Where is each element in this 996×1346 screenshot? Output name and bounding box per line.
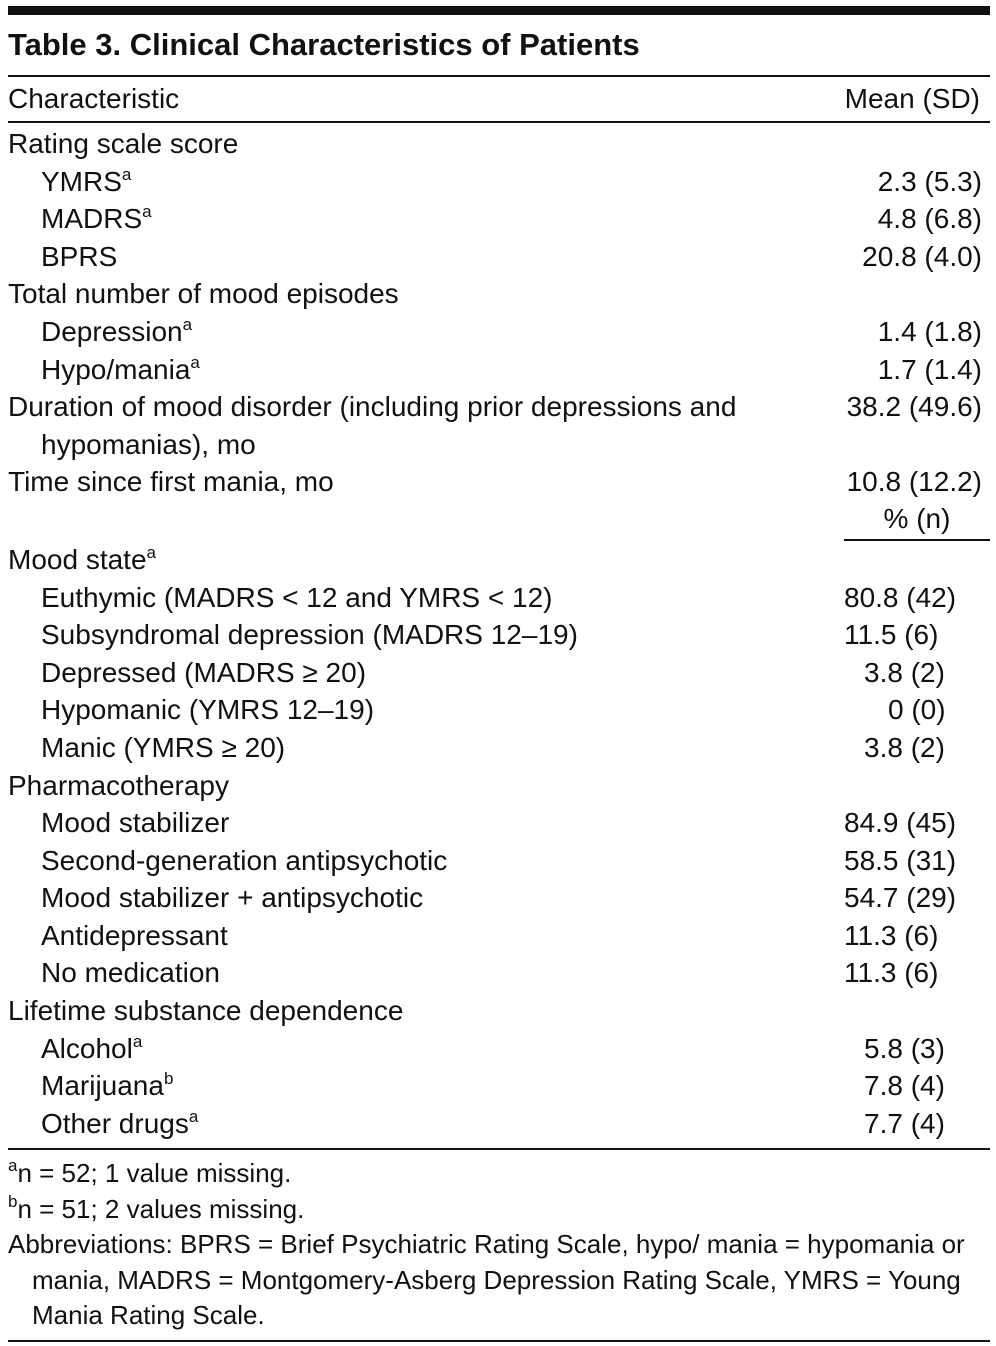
row-value: 1.4 (1.8) [877,315,982,347]
table-title: Table 3. Clinical Characteristics of Patients [8,27,640,62]
row-label: BPRS [41,240,118,272]
table-row [8,616,990,654]
footnote-mark: a [188,1106,199,1126]
row-value: 1.7 (1.4) [877,353,982,385]
table-row [8,351,990,389]
row-label: Hypomanic (YMRS 12–19) [41,694,375,726]
row-label: Antidepressant [41,919,228,951]
table-row [8,767,990,805]
footnote-mark: a [132,1031,143,1051]
row-value: 10.8 (12.2) [846,466,982,498]
row-label: MADRS$^a$ [41,202,152,235]
row-label: Mood stabilizer + antipsychotic [41,882,424,914]
row-label: No medication [41,957,220,989]
pct-header-row [8,501,990,541]
row-label: Duration of mood disorder (including prior depressions and hypomanias), mo [8,391,737,460]
row-label: Mood stabilizer [41,807,230,839]
row-label: Time since first mania, mo [8,466,334,498]
row-value: 11.3 (6) [844,919,939,951]
row-label: Second-generation antipsychotic [41,844,448,876]
footnote-b: $^b$n = 51; 2 values missing. [8,1191,305,1224]
footnote-mark: a [121,164,132,184]
footnote-a: $^a$n = 52; 1 value missing. [8,1156,292,1189]
table-row [8,1067,990,1105]
row-label: Hypo/mania$^a$ [41,352,200,385]
row-label: Manic (YMRS ≥ 20) [41,731,286,763]
footnote-mark: a [190,352,200,372]
table-row [8,842,990,880]
table-row [8,163,990,201]
top-thick-rule [8,6,990,15]
row-label: Subsyndromal depression (MADRS 12–19) [41,619,578,651]
table-row [8,388,990,463]
table-row [8,200,990,238]
pct-section [8,541,990,1143]
row-label: Total number of mood episodes [8,278,399,310]
footnote-mark: a [146,542,156,562]
row-label: Pharmacotherapy [8,769,230,801]
row-value: 84.9 (45) [844,807,957,839]
table-row [8,1030,990,1068]
row-value: 11.5 (6) [844,619,939,651]
row-label: Depression$^a$ [41,314,193,347]
row-label: Rating scale score [8,128,239,159]
mean-sd-header: Mean (SD) [844,83,980,114]
footnote-mark: a [182,314,193,334]
row-value: 3.8 (2) [864,731,945,763]
footnotes [8,1150,990,1334]
row-value: 4.8 (6.8) [877,203,982,235]
row-label: Euthymic (MADRS < 12 and YMRS < 12) [41,581,553,613]
table-row [8,541,990,579]
row-value: 20.8 (4.0) [862,240,982,272]
footnote-mark: a [142,202,152,222]
row-value: 5.8 (3) [864,1032,945,1064]
table-row [8,1105,990,1143]
bottom-rule [8,1340,990,1342]
row-value: 80.8 (42) [844,581,957,613]
row-label: Alcohol$^a$ [41,1031,143,1064]
column-header-row [8,77,990,121]
table-row [8,917,990,955]
row-value: 54.7 (29) [844,882,957,914]
row-value: 7.8 (4) [864,1070,945,1102]
mean-section [8,123,990,501]
table-document [8,0,990,1342]
table-row [8,992,990,1030]
row-value: 2.3 (5.3) [877,165,982,197]
footnote-mark: b [163,1069,174,1089]
row-label: Other drugs$^a$ [41,1106,199,1139]
characteristic-header: Characteristic [8,83,180,114]
row-value: 38.2 (49.6) [846,391,982,423]
row-value: 11.3 (6) [844,957,939,989]
table-row [8,804,990,842]
table-row [8,879,990,917]
table-row [8,579,990,617]
footnote-abbreviations: Abbreviations: BPRS = Brief Psychiatric Rating Scale, hypo/ mania = hypomania or mania, MADRS = Montgomery-Asberg Depression Rating Scale, YMRS = Young Mania Rating Scale. [8,1229,965,1331]
table-row [8,654,990,692]
pct-n-header: % (n) [844,501,990,541]
row-label: Depressed (MADRS ≥ 20) [41,656,367,688]
table-row [8,463,990,501]
row-label: YMRS$^a$ [41,164,132,197]
row-label: Marijuana$^b$ [41,1069,174,1102]
row-label: Mood state$^a$ [8,542,156,575]
table-row [8,691,990,729]
row-value: 0 (0) [888,694,946,726]
row-label: Lifetime substance dependence [8,995,404,1027]
table-row [8,313,990,351]
table-row [8,954,990,992]
row-value: 58.5 (31) [844,844,957,876]
table-row [8,275,990,313]
table-row [8,238,990,276]
table-row [8,125,990,163]
row-value: 3.8 (2) [864,656,945,688]
table-row [8,729,990,767]
row-value: 7.7 (4) [864,1107,945,1139]
